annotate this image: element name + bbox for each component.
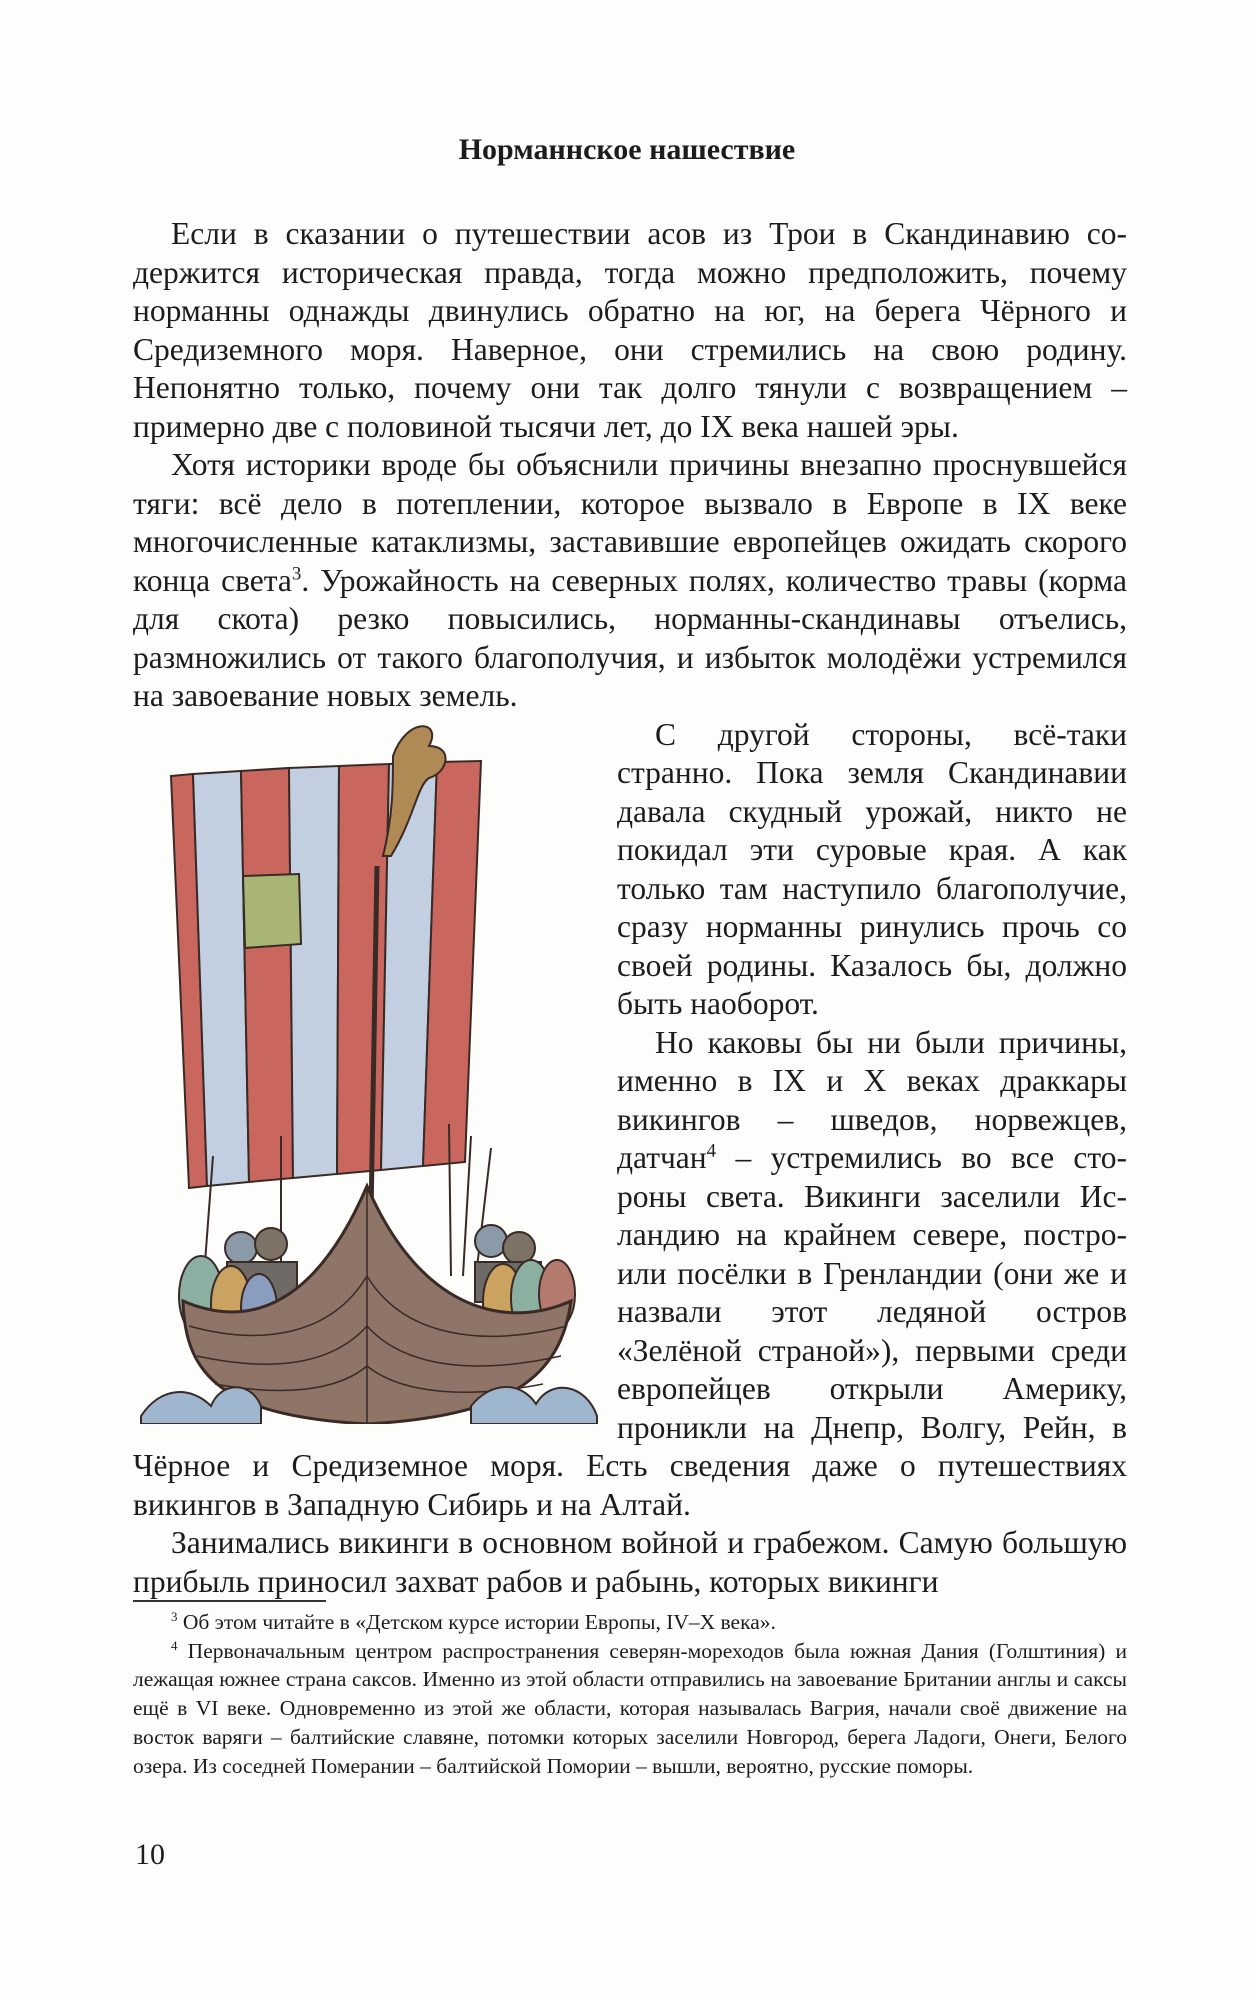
- footnote-4: [133, 1637, 1127, 1781]
- main-text: [133, 215, 1127, 1601]
- paragraph-2-part-b: . Урожайность на северных полях, количество травы (корма для скота) резко повысились, норманны-скандинавы отъелись, размножились от такого благополучия, и избыток молодёжи устремился на завоевание новых земель.: [133, 562, 1127, 713]
- paragraph-2-part-a: Хотя историки вроде бы объяснили причины внезапно проснувшейся тяги: всё дело в потеплении, которое вызвало в Европе в IX веке многочисленные катаклизмы, заставившие европейцев ожидать скорого конца света: [133, 447, 1127, 598]
- footnotes: [133, 1608, 1127, 1780]
- footnote-4-mark: 4: [171, 1638, 178, 1653]
- footnote-3-mark: 3: [171, 1609, 178, 1624]
- paragraph-4-part-a: Но каковы бы ни были причины, именно в IX и X веках драккары викингов – шведов, норвежцев, датчан: [617, 1024, 1127, 1175]
- footnote-divider: [133, 1600, 326, 1602]
- footnote-4-text: Первоначальным центром распространения северян-мореходов была южная Дания (Голштиния) и лежащая южнее страна саксов. Именно из этой области отправились на завоевание Британии англы и саксы ещё в VI веке. Одновременно из этой же области, которая называлась Вагрия, начали своё движение на восток варяги – балтийские славяне, потомки которых заселили Новгород, берега Ладоги, Онеги, Белого озера. Из соседней Померании – балтийской Помории – вышли, вероятно, русские поморы.: [133, 1638, 1127, 1778]
- sail-stripe: [241, 768, 293, 1182]
- wave: [141, 1387, 261, 1424]
- paragraph-5: Занимались викинги в основном войной и грабежом. Самую большую прибыль приносил захват рабов и рабынь, которых викинги: [133, 1525, 1127, 1599]
- warrior-helmet: [225, 1232, 257, 1264]
- footnote-ref-4[interactable]: 4: [706, 1140, 717, 1162]
- sail-stripe: [289, 766, 339, 1178]
- footnote-3: [133, 1608, 1127, 1637]
- warrior-helmet: [475, 1225, 507, 1257]
- wave: [471, 1386, 597, 1423]
- footnote-3-text: Об этом читайте в «Детском курсе истории Европы, IV–X века».: [177, 1610, 776, 1634]
- paragraph-4-part-b: – устремились во все стороны света. Викинги заселили Исландию на крайнем севере, построили посёлки в Гренландии (они же и назвали этот ледяной остров «Зелёной страной»), первыми среди европейцев открыли Америку, проникли на Днепр, Волгу, Рейн, в Чёрное и Средиземное моря. Есть сведения даже о путешествиях викингов в Западную Сибирь и на Алтай.: [133, 1140, 1127, 1522]
- viking-ship-illustration: [131, 716, 603, 1424]
- paragraph-3: С другой стороны, всё-таки странно. Пока земля Скандинавии давала скудный урожай, никто не покидал эти суровые края. А как только там наступило благополучие, сразу норманны ринулись прочь со своей родины. Казалось бы, должно быть наоборот.: [617, 716, 1127, 1021]
- paragraph-2: [133, 446, 1127, 716]
- sail-patch: [243, 874, 301, 948]
- page-number: 10: [135, 1838, 165, 1871]
- page-title: Норманнское нашествие: [458, 133, 796, 166]
- footnote-ref-3[interactable]: 3: [291, 563, 302, 584]
- warrior-helmet: [255, 1228, 287, 1260]
- paragraph-1: Если в сказании о путешествии асов из Трои в Скандинавию содержится историческая правда, тогда можно предположить, почему норманны однажды двинулись обратно на юг, на берега Чёрного и Средиземного моря. Наверное, они стремились на свою родину. Непонятно только, почему они так долго тянули с возвращением – примерно две с половиной тысячи лет, до IX века нашей эры.: [133, 216, 1127, 444]
